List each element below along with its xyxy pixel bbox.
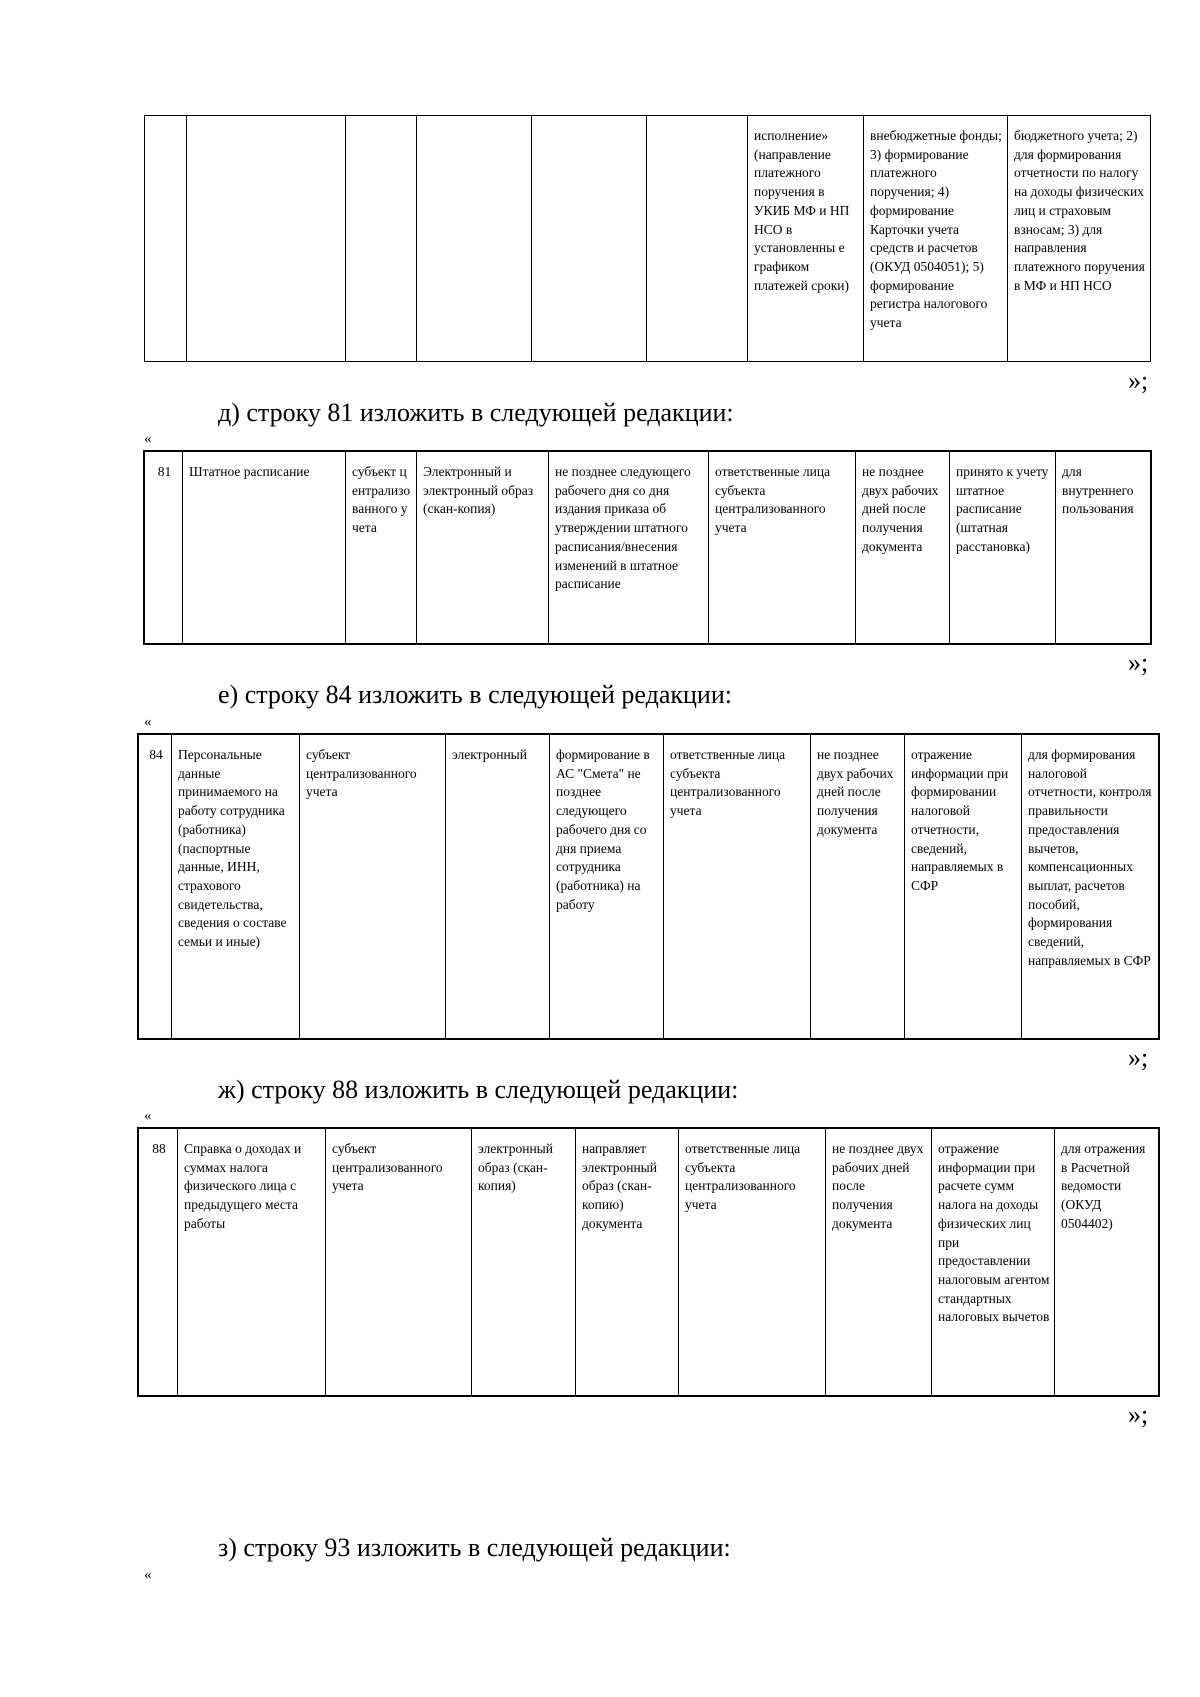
table-cell (647, 116, 748, 362)
section-heading-zh: ж) строку 88 изложить в следующей редакции: (218, 1075, 739, 1104)
opening-quote: « (144, 714, 152, 730)
table-cell (187, 116, 346, 362)
table-cell: Электронный и электронный образ (скан-копия) (417, 452, 549, 644)
table-cell: исполнение» (направление платежного поручения в УКИБ МФ и НП НСО в установленны е графиком платежей сроки) (748, 116, 864, 362)
table-cell: формирование в АС "Смета" не позднее следующего рабочего дня со дня приема сотрудника (работника) на работу (550, 735, 664, 1039)
section-heading-e: е) строку 84 изложить в следующей редакции: (218, 680, 732, 709)
section-heading-z: з) строку 93 изложить в следующей редакции: (218, 1533, 731, 1562)
table-cell: не позднее следующего рабочего дня со дня издания приказа об утверждении штатного расписания/внесения изменений в штатное расписание (549, 452, 709, 644)
continuation-table (144, 115, 1151, 362)
table-cell: субъект централизованного учета (300, 735, 446, 1039)
table-cell (346, 116, 417, 362)
closing-quote: »; (1128, 1043, 1149, 1072)
opening-quote: « (144, 1108, 152, 1124)
table-cell: Штатное расписание (183, 452, 346, 644)
table-cell: Справка о доходах и суммах налога физического лица с предыдущего места работы (178, 1129, 326, 1396)
table-row (145, 452, 1151, 644)
table-cell: ответственные лица субъекта централизованного учета (679, 1129, 826, 1396)
table-cell: бюджетного учета; 2) для формирования отчетности по налогу на доходы физических лиц и страховым взносам; 3) для направления платежного поручения в МФ и НП НСО (1008, 116, 1151, 362)
row-88-table (138, 1128, 1159, 1396)
section-heading-d: д) строку 81 изложить в следующей редакции: (218, 398, 734, 427)
table-cell: для формирования налоговой отчетности, контроля правильности предоставления вычетов, компенсационных выплат, расчетов пособий, формирования сведений, направляемых в СФР (1022, 735, 1159, 1039)
table-cell: ответственные лица субъекта централизованного учета (664, 735, 811, 1039)
table-cell: для отражения в Расчетной ведомости (ОКУД 0504402) (1055, 1129, 1159, 1396)
table-cell: субъект централизованного учета (346, 452, 417, 644)
table-cell: направляет электронный образ (скан-копию) документа (576, 1129, 679, 1396)
table-cell: принято к учету штатное расписание (штатная расстановка) (950, 452, 1056, 644)
table-cell: отражение информации при формировании налоговой отчетности, сведений, направляемых в СФР (905, 735, 1022, 1039)
table-cell: не позднее двух рабочих дней после получения документа (826, 1129, 932, 1396)
row-84-table (138, 734, 1159, 1039)
table-cell: для внутреннего пользования (1056, 452, 1151, 644)
table-cell: Персональные данные принимаемого на работу сотрудника (работника) (паспортные данные, ИНН, страхового свидетельства, сведения о составе семьи и иные) (172, 735, 300, 1039)
table-cell: электронный (446, 735, 550, 1039)
table-cell: не позднее двух рабочих дней после получения документа (811, 735, 905, 1039)
table-cell-number: 81 (145, 452, 183, 644)
table-row (145, 116, 1151, 362)
table-cell-number: 84 (139, 735, 172, 1039)
table-row (139, 735, 1159, 1039)
table-cell-number: 88 (139, 1129, 178, 1396)
closing-quote: »; (1128, 1400, 1149, 1429)
table-cell: субъект централизованного учета (326, 1129, 472, 1396)
opening-quote: « (144, 1567, 152, 1583)
row-81-table (144, 451, 1151, 644)
table-cell (417, 116, 532, 362)
table-row (139, 1129, 1159, 1396)
table-cell (145, 116, 187, 362)
opening-quote: « (144, 431, 152, 447)
table-cell (532, 116, 647, 362)
table-cell: электронный образ (скан-копия) (472, 1129, 576, 1396)
table-cell: отражение информации при расчете сумм налога на доходы физических лиц при предоставлении налоговым агентом стандартных налоговых вычетов (932, 1129, 1055, 1396)
table-cell: внебюджетные фонды; 3) формирование платежного поручения; 4) формирование Карточки учета средств и расчетов (ОКУД 0504051); 5) формирование регистра налогового учета (864, 116, 1008, 362)
table-cell: ответственные лица субъекта централизованного учета (709, 452, 856, 644)
table-cell: не позднее двух рабочих дней после получения документа (856, 452, 950, 644)
closing-quote: »; (1128, 648, 1149, 677)
closing-quote: »; (1128, 366, 1149, 395)
